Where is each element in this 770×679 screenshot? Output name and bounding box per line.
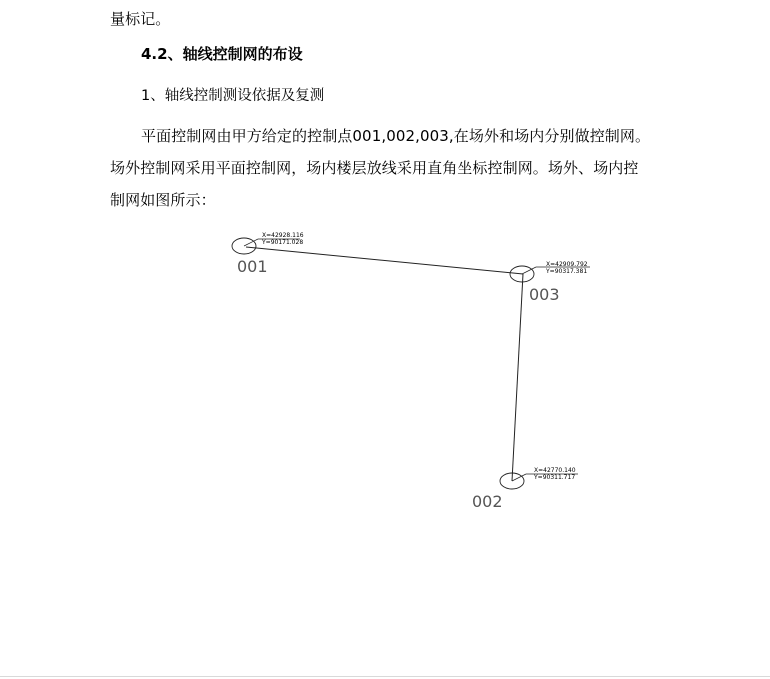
coord-y-003: Y=90317.381 [546,268,588,275]
control-point-002 [472,467,578,511]
coord-x-001: X=42928.116 [262,232,304,239]
paragraph-line-2: 场外控制网采用平面控制网，场内楼层放线采用直角坐标控制网。场外、场内控 [110,159,639,177]
section-heading: 4.2、轴线控制网的布设 [141,45,303,63]
line-001-003 [246,247,523,274]
top-text-fragment: 量标记。 [110,10,171,28]
subsection-title: 1、轴线控制测设依据及复测 [141,88,325,104]
coord-y-001: Y=90171.028 [262,239,304,246]
coord-y-002: Y=90311.717 [534,474,576,481]
point-label-002: 002 [472,492,503,511]
page-bottom-border [0,676,770,677]
point-label-001: 001 [237,257,268,276]
coord-x-002: X=42770.140 [534,467,576,474]
paragraph-line-3: 制网如图所示： [110,191,216,209]
coord-x-003: X=42909.792 [546,261,588,268]
point-label-003: 003 [529,285,560,304]
line-003-002 [512,274,523,481]
control-point-001 [232,232,304,276]
paragraph-line-1: 平面控制网由甲方给定的控制点001,002,003,在场外和场内分别做控制网。 [141,127,651,145]
